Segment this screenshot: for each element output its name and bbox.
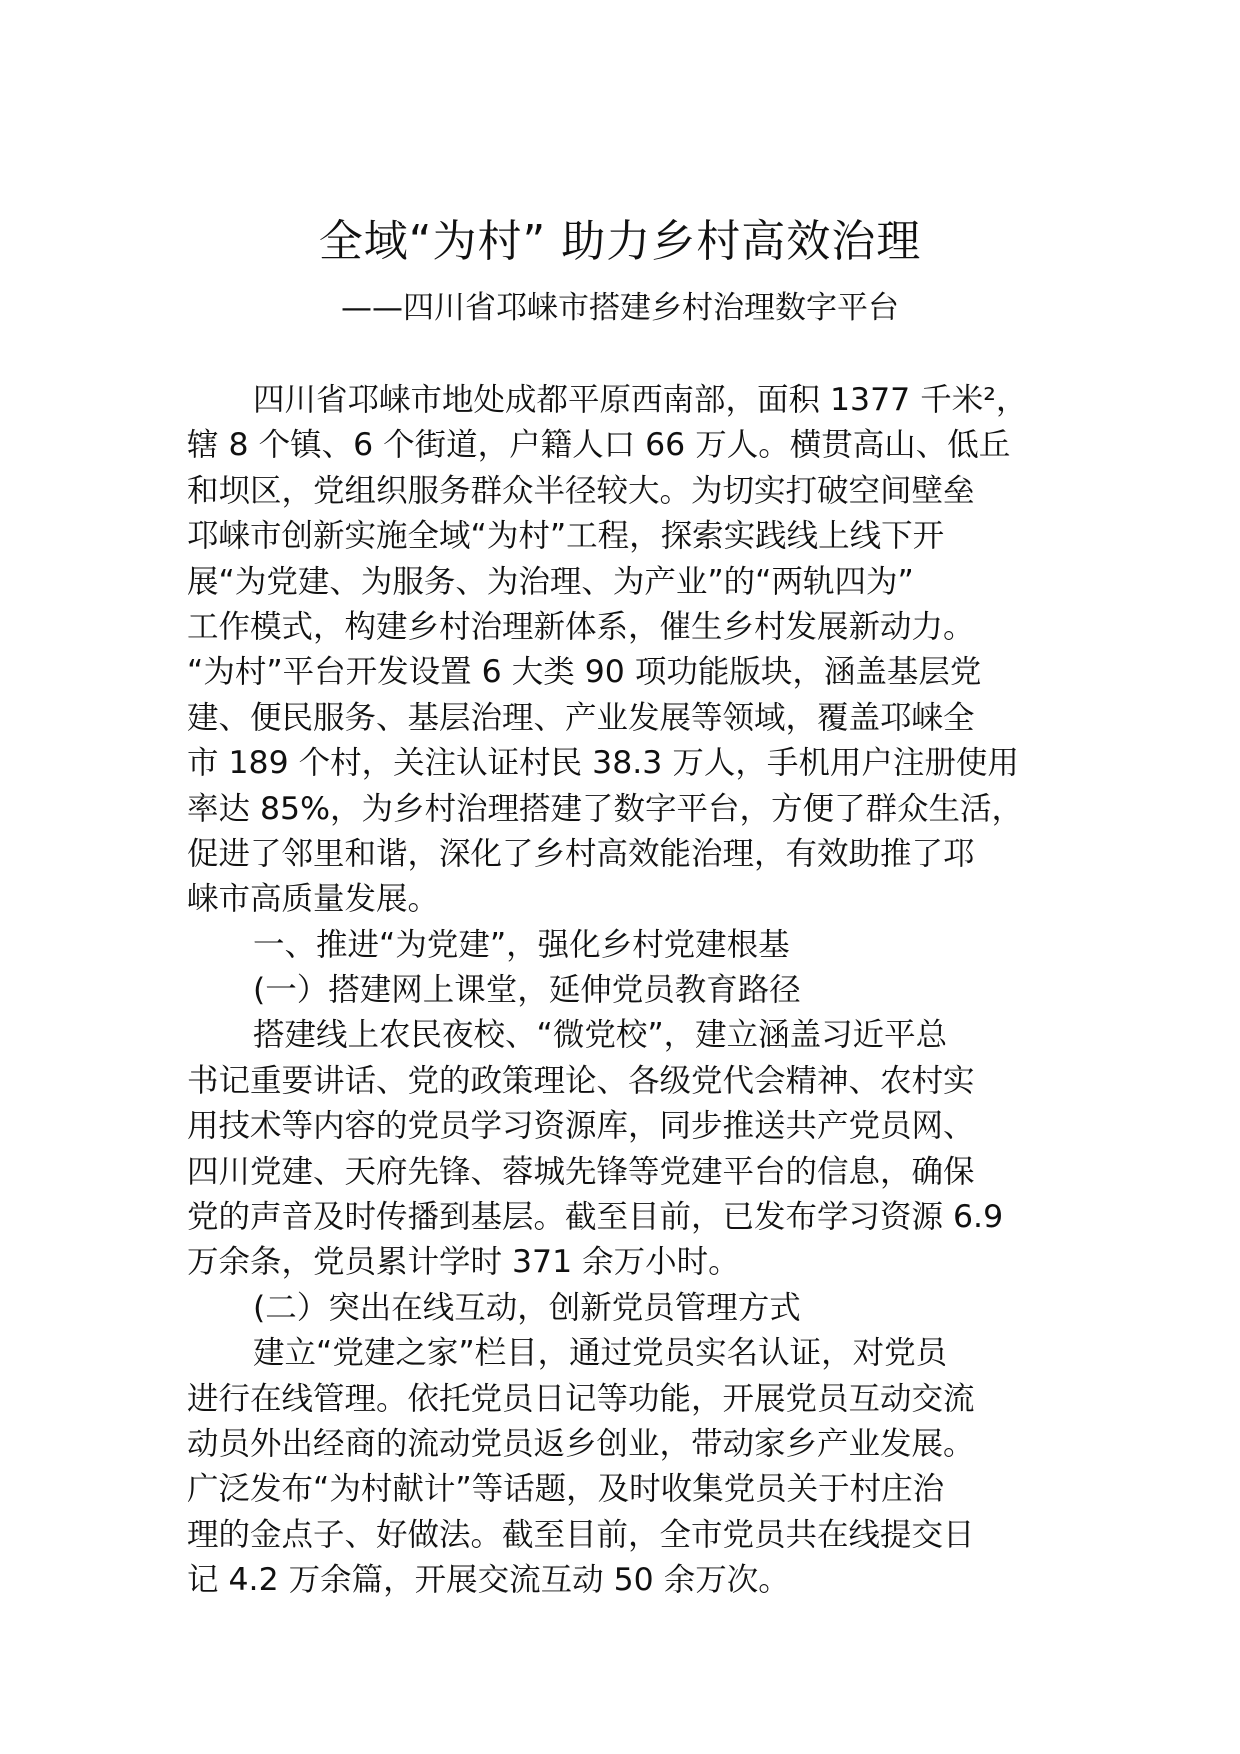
body-line: 四川党建、天府先锋、蓉城先锋等党建平台的信息，确保 [187,1153,975,1190]
subsection-heading: (一）搭建网上课堂，延伸党员教育路径 [253,972,801,1009]
body-line: 建、便民服务、基层治理、产业发展等领域，覆盖邛崃全 [187,699,975,736]
document-subtitle: ——四川省邛崃市搭建乡村治理数字平台 [341,290,899,326]
body-line: 工作模式，构建乡村治理新体系，催生乡村发展新动力。 [187,608,975,645]
body-line: 记 4.2 万余篇，开展交流互动 50 余万次。 [187,1562,790,1599]
document-body [187,378,1097,1604]
subsection-heading: (二）突出在线互动，创新党员管理方式 [253,1289,801,1326]
body-line: 市 189 个村，关注认证村民 38.3 万人，手机用户注册使用 [187,745,1019,782]
body-line: 促进了邻里和谐，深化了乡村高效能治理，有效助推了邛 [187,835,975,872]
body-line: 四川省邛崃市地处成都平原西南部，面积 1377 千米²， [253,382,1028,418]
body-line: 搭建线上农民夜校、“微党校”，建立涵盖习近平总 [253,1017,948,1054]
body-line: 广泛发布“为村献计”等话题，及时收集党员关于村庄治 [187,1471,945,1508]
body-line: 党的声音及时传播到基层。截至目前，已发布学习资源 6.9 [187,1199,1004,1236]
body-line: 率达 85%，为乡村治理搭建了数字平台，方便了群众生活， [187,790,1024,827]
body-line: 辖 8 个镇、6 个街道，户籍人口 66 万人。横贯高山、低丘 [187,427,1011,464]
body-line: 邛崃市创新实施全域“为村”工程，探索实践线上线下开 [187,518,945,555]
body-line: 崃市高质量发展。 [187,881,440,918]
body-line: 动员外出经商的流动党员返乡创业，带动家乡产业发展。 [187,1425,975,1462]
body-line: 用技术等内容的党员学习资源库，同步推送共产党员网、 [187,1108,975,1145]
body-line: 进行在线管理。依托党员日记等功能，开展党员互动交流 [187,1380,975,1417]
body-line: 理的金点子、好做法。截至目前，全市党员共在线提交日 [187,1516,975,1553]
document-title: 全域“为村” 助力乡村高效治理 [318,216,922,267]
body-line: 书记重要讲话、党的政策理论、各级党代会精神、农村实 [187,1062,975,1099]
section-heading: 一、推进“为党建”，强化乡村党建根基 [253,926,790,963]
body-line: 展“为党建、为服务、为治理、为产业”的“两轨四为” [187,563,914,600]
body-line: 和坝区，党组织服务群众半径较大。为切实打破空间壁垒 [187,472,975,509]
body-line: “为村”平台开发设置 6 大类 90 项功能版块，涵盖基层党 [187,654,982,691]
body-line: 建立“党建之家”栏目，通过党员实名认证，对党员 [253,1335,948,1372]
body-line: 万余条，党员累计学时 371 余万小时。 [187,1244,740,1281]
